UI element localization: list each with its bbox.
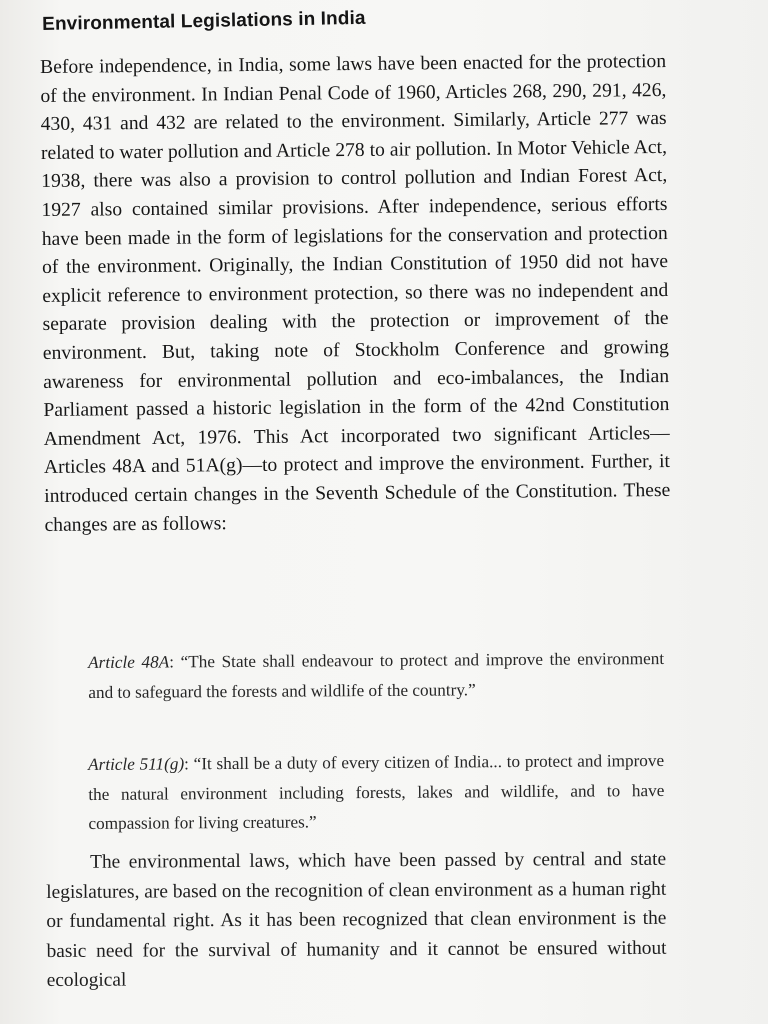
quote-text: : “The State shall endeavour to protect and improve the environment and to safeguard the forests and wildlife of the country.” bbox=[88, 648, 665, 702]
section-heading: Environmental Legislations in India bbox=[42, 7, 366, 35]
quote-label: Article 511(g) bbox=[88, 754, 185, 774]
quote-article-51a-g bbox=[88, 746, 665, 839]
quote-text: : “It shall be a duty of every citizen of India... to protect and improve the natural environment including forests, lakes and wildlife, and to have compassion for living creatures.” bbox=[88, 750, 665, 833]
quote-label: Article 48A bbox=[88, 652, 170, 672]
body-paragraph-1: Before independence, in India, some laws have been enacted for the protection of the environment. In Indian Penal Code of 1960, Articles 268, 290, 291, 426, 430, 431 and 432 are related to the environment. Similarly, Article 277 was related to water pollution and Article 278 to air pollution. In Motor Vehicle Act, 1938, there was also a provision to control pollution and Indian Forest Act, 1927 also contained similar provisions. After independence, serious efforts have been made in the form of legislations for the conservation and protection of the environment. Originally, the Indian Constitution of 1950 did not have explicit reference to environment protection, so there was no independent and separate provision dealing with the protection or improvement of the environment. But, taking note of Stockholm Conference and growing awareness for environmental pollution and eco-imbalances, the Indian Parliament passed a historic legislation in the form of the 42nd Constitution Amendment Act, 1976. This Act incorporated two significant Articles—Articles 48A and 51A(g)—to protect and improve the environment. Further, it introduced certain changes in the Seventh Schedule of the Constitution. These changes are as follows: bbox=[40, 50, 671, 536]
quote-article-48a bbox=[88, 644, 664, 707]
body-paragraph-2: The environmental laws, which have been passed by central and state legislatures, are based on the recognition of clean environment as a human right or fundamental right. As it has been recognized that clean environment is the basic need for the survival of humanity and it cannot be ensured without ecological bbox=[46, 848, 667, 992]
